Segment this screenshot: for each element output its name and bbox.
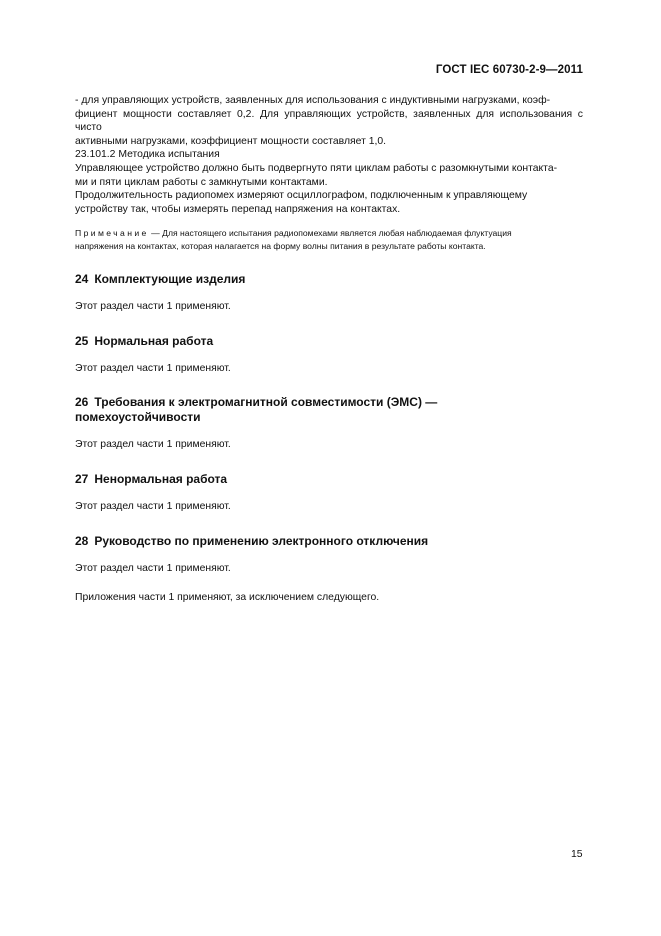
section-body: Этот раздел части 1 применяют. [75, 301, 231, 313]
annex-statement: Приложения части 1 применяют, за исключением следующего. [75, 592, 380, 604]
section-heading [75, 334, 583, 349]
section-body: Этот раздел части 1 применяют. [75, 439, 231, 451]
section-heading [75, 472, 583, 487]
page-number: 15 [571, 849, 583, 860]
section-26 [75, 395, 583, 452]
section-title: Ненормальная работа [94, 471, 228, 486]
section-body: Этот раздел части 1 применяют. [75, 362, 231, 374]
page-content [75, 94, 583, 605]
section-24 [75, 272, 583, 314]
section-number: 26 [75, 395, 89, 410]
note-text: — Для настоящего испытания радиопомехами является любая наблюдаемая флуктуация [148, 228, 512, 239]
section-heading [75, 534, 583, 549]
section-number: 24 [75, 272, 89, 287]
section-title: Руководство по применению электронного отключения [94, 533, 429, 548]
section-title: Нормальная работа [94, 333, 214, 348]
section-title-continued: помехоустойчивости [75, 410, 201, 425]
text-line: Продолжительность радиопомех измеряют осциллографом, подключенным к управляющему [75, 190, 528, 202]
section-title: Комплектующие изделия [94, 272, 246, 287]
section-number: 27 [75, 471, 89, 486]
note-line: напряжения на контактах, которая налагается на форму волны питания в результате работы контакта. [75, 240, 486, 251]
note-block [75, 227, 583, 252]
section-25 [75, 334, 583, 376]
section-heading [75, 272, 583, 287]
text-line: Управляющее устройство должно быть подвергнуто пяти циклам работы с разомкнутыми контакта- [75, 162, 558, 174]
note-label: Примечание [75, 228, 149, 239]
section-27 [75, 472, 583, 514]
section-body: Этот раздел части 1 применяют. [75, 562, 231, 574]
section-body: Этот раздел части 1 применяют. [75, 500, 231, 512]
text-line: - для управляющих устройств, заявленных для использования с индуктивными нагрузками, коэф- [75, 95, 551, 106]
section-heading [75, 395, 583, 425]
standard-header: ГОСТ IEC 60730-2-9—2011 [435, 64, 583, 76]
text-line: фициент мощности составляет 0,2. Для управляющих устройств, заявленных для использования с чисто [75, 108, 583, 134]
clause-heading: 23.101.2 Методика испытания [75, 149, 220, 161]
section-number: 25 [75, 333, 89, 348]
text-line: ми и пяти циклам работы с замкнутыми контактами. [75, 176, 328, 188]
text-line: активными нагрузками, коэффициент мощности составляет 1,0. [75, 135, 387, 147]
bullet-line [75, 94, 583, 108]
section-number: 28 [75, 533, 89, 548]
note-line [75, 227, 583, 239]
section-title: Требования к электромагнитной совместимости (ЭМС) — [94, 395, 438, 410]
section-28 [75, 534, 583, 576]
text-line: устройству так, чтобы измерять перепад напряжения на контактах. [75, 203, 401, 215]
